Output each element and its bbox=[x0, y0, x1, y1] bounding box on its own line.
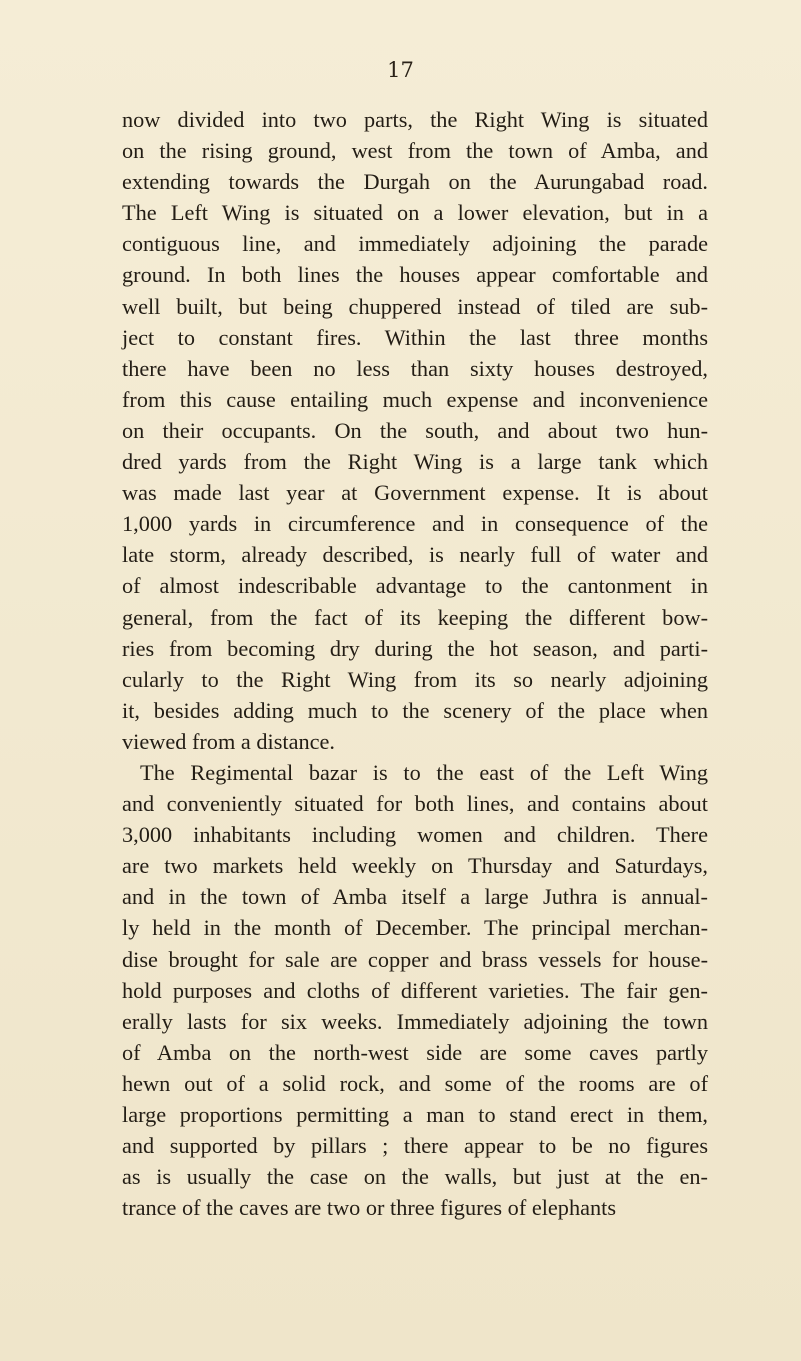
text-line: large proportions permitting a man to stand erect in them, bbox=[122, 1102, 708, 1127]
text-line: ject to constant fires. Within the last three months bbox=[122, 324, 708, 350]
page-number: 17 bbox=[387, 58, 414, 82]
text-line: on the rising ground, west from the town of Amba, and bbox=[122, 138, 708, 164]
text-line: 1,000 yards in circumference and in consequence of the bbox=[122, 511, 708, 537]
text-line: dred yards from the Right Wing is a large tank which bbox=[122, 449, 708, 475]
text-line: are two markets held weekly on Thursday and Saturdays, bbox=[122, 853, 708, 879]
paragraph-2 bbox=[122, 757, 708, 1223]
text-line: ly held in the month of December. The principal merchan- bbox=[122, 915, 708, 941]
text-line: on their occupants. On the south, and about two hun- bbox=[122, 417, 708, 443]
text-line: of Amba on the north-west side are some caves partly bbox=[122, 1039, 708, 1065]
text-line: was made last year at Government expense. It is about bbox=[122, 480, 708, 506]
text-line: erally lasts for six weeks. Immediately adjoining the town bbox=[122, 1008, 708, 1034]
text-line: contiguous line, and immediately adjoining the parade bbox=[122, 231, 708, 257]
text-line: from this cause entailing much expense and inconvenience bbox=[122, 386, 708, 412]
text-line: general, from the fact of its keeping the different bow- bbox=[122, 604, 708, 630]
text-line: it, besides adding much to the scenery of the place when bbox=[122, 697, 708, 723]
text-line: extending towards the Durgah on the Aurungabad road. bbox=[122, 169, 708, 195]
text-line: and in the town of Amba itself a large Juthra is annual- bbox=[122, 884, 708, 910]
text-line: late storm, already described, is nearly full of water and bbox=[122, 542, 708, 568]
text-line: ground. In both lines the houses appear comfortable and bbox=[122, 262, 708, 288]
paragraph-1 bbox=[122, 104, 708, 757]
text-line: and conveniently situated for both lines, and contains about bbox=[122, 791, 708, 817]
text-line: hold purposes and cloths of different varieties. The fair gen- bbox=[122, 977, 708, 1003]
body-text bbox=[122, 104, 708, 1223]
text-line: now divided into two parts, the Right Wing is situated bbox=[122, 107, 708, 132]
text-line: of almost indescribable advantage to the cantonment in bbox=[122, 573, 708, 599]
text-line: viewed from a distance. bbox=[122, 728, 335, 754]
text-line: The Regimental bazar is to the east of the Left Wing bbox=[140, 759, 708, 785]
text-line: well built, but being chuppered instead of tiled are sub- bbox=[122, 293, 708, 319]
text-line: The Left Wing is situated on a lower elevation, but in a bbox=[122, 200, 708, 226]
text-line: trance of the caves are two or three figures of elephants bbox=[122, 1195, 617, 1221]
text-line: hewn out of a solid rock, and some of the rooms are of bbox=[122, 1070, 708, 1096]
text-line: cularly to the Right Wing from its so nearly adjoining bbox=[122, 666, 708, 692]
text-line: as is usually the case on the walls, but just at the en- bbox=[122, 1164, 708, 1190]
text-line: 3,000 inhabitants including women and children. There bbox=[122, 822, 708, 848]
text-line: ries from becoming dry during the hot season, and parti- bbox=[122, 635, 708, 661]
text-line: dise brought for sale are copper and brass vessels for house- bbox=[122, 946, 708, 972]
text-line: and supported by pillars ; there appear to be no figures bbox=[122, 1133, 708, 1159]
text-line: there have been no less than sixty houses destroyed, bbox=[122, 355, 708, 381]
